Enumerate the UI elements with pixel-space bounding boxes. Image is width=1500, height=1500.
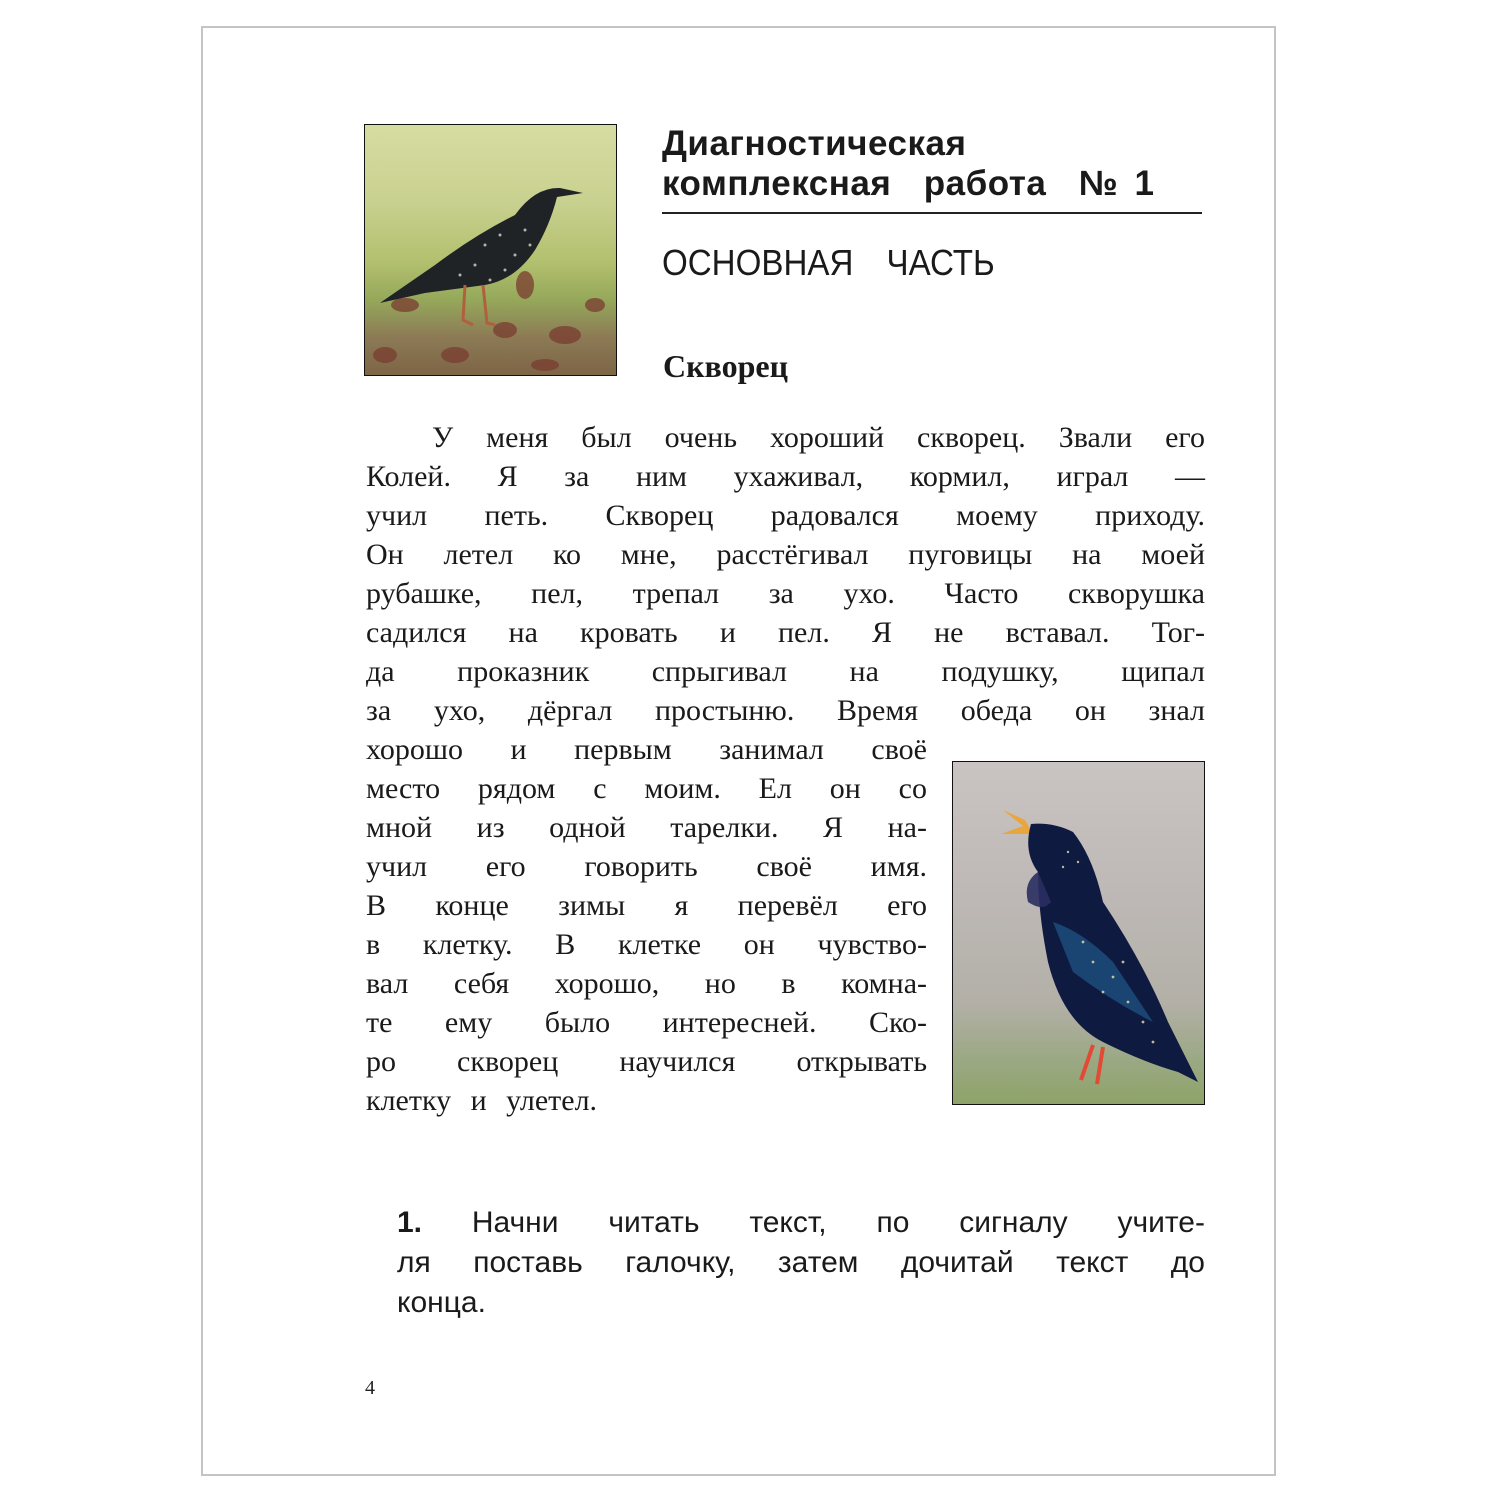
story-paragraph-full [366,418,1205,730]
page-number: 4 [365,1377,375,1399]
text-line: те ему было интересней. Ско- [366,1006,927,1039]
text-line: клетку и улетел. [366,1084,598,1117]
section-heading: ОСНОВНАЯ ЧАСТЬ [662,242,995,283]
starling-illustration-icon [365,125,615,374]
title-divider [662,212,1202,214]
text-line: В конце зимы я перевёл его [366,889,927,922]
task-1 [397,1203,1205,1323]
text-line: Колей. Я за ним ухаживал, кормил, играл — [366,460,1205,493]
task-line-1 [397,1203,1205,1243]
singing-starling-photo [952,761,1205,1105]
text-line: вал себя хорошо, но в комна- [366,967,927,1000]
task-line-3: конца. [397,1286,486,1319]
title-line-2: комплексная работа № 1 [662,164,1155,203]
task-number: 1. [397,1206,423,1239]
text-line: рубашке, пел, трепал за ухо. Часто скворушка [366,577,1205,610]
task-text: Начни читать текст, по сигналу учите- [471,1206,1205,1239]
story-paragraph-wrapped [366,730,927,1120]
title-line-1: Диагностическая [662,124,967,163]
page-title [662,124,1202,204]
text-line: садился на кровать и пел. Я не вставал. Тог- [366,616,1205,649]
text-line: У меня был очень хороший скворец. Звали его [366,421,1205,454]
text-line: да проказник спрыгивал на подушку, щипал [366,655,1205,688]
text-line: учил петь. Скворец радовался моему приходу. [366,499,1205,532]
text-line: место рядом с моим. Ел он со [366,772,927,805]
text-line: Он летел ко мне, расстёгивал пуговицы на моей [366,538,1205,571]
text-line: в клетку. В клетке он чувство- [366,928,927,961]
singing-starling-illustration-icon [953,762,1203,1103]
story-title: Скворец [663,348,789,384]
text-line: мной из одной тарелки. Я на- [366,811,927,844]
starling-on-grass-photo [364,124,617,376]
text-line: учил его говорить своё имя. [366,850,927,883]
text-line: хорошо и первым занимал своё [366,733,927,766]
task-line-2: ля поставь галочку, затем дочитай текст до [397,1246,1205,1279]
text-line: за ухо, дёргал простыню. Время обеда он знал [366,694,1205,727]
text-line: ро скворец научился открывать [366,1045,927,1078]
